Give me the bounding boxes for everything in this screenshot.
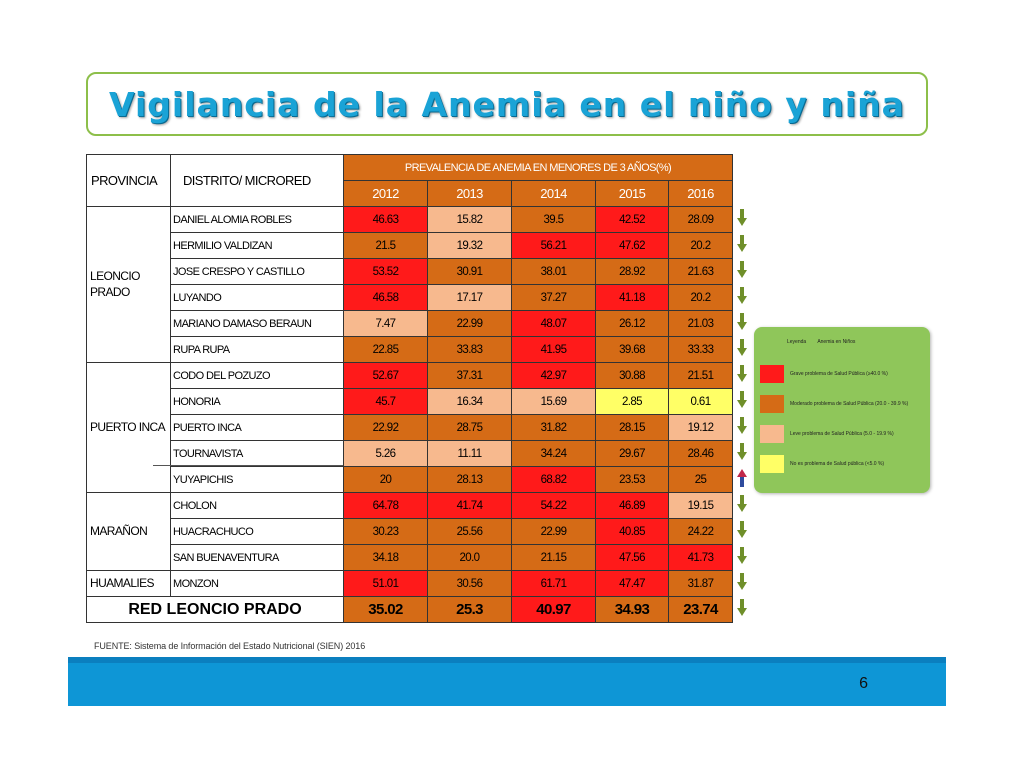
- legend-swatch: [760, 425, 784, 443]
- trend-cell: [733, 285, 751, 311]
- province-cell: LEONCIO PRADO: [87, 207, 171, 363]
- value-cell: 19.15: [669, 493, 733, 519]
- arrow-up-icon: [737, 469, 747, 487]
- anemia-table: [86, 154, 751, 623]
- arrow-down-icon: [737, 287, 747, 305]
- value-cell: 21.03: [669, 311, 733, 337]
- legend-header: [787, 339, 865, 345]
- legend-header-right: Anemia en Niños: [817, 339, 856, 345]
- value-cell: 28.13: [428, 467, 512, 493]
- value-cell: 53.52: [344, 259, 428, 285]
- trend-cell: [733, 207, 751, 233]
- district-cell: RUPA RUPA: [171, 337, 344, 363]
- footer-bar: [68, 657, 946, 706]
- arrow-down-icon: [737, 495, 747, 513]
- header-provincia: PROVINCIA: [87, 155, 171, 207]
- value-cell: 16.34: [428, 389, 512, 415]
- arrow-down-icon: [737, 547, 747, 565]
- value-cell: 30.23: [344, 519, 428, 545]
- trend-cell: [733, 467, 751, 493]
- value-cell: 19.32: [428, 233, 512, 259]
- value-cell: 21.63: [669, 259, 733, 285]
- value-cell: 46.89: [596, 493, 669, 519]
- arrow-down-icon: [737, 365, 747, 383]
- table-row: [87, 545, 751, 571]
- value-cell: 22.92: [344, 415, 428, 441]
- table-row: [87, 415, 751, 441]
- value-cell: 15.69: [512, 389, 596, 415]
- trend-cell: [733, 493, 751, 519]
- value-cell: 28.15: [596, 415, 669, 441]
- arrow-down-icon: [737, 261, 747, 279]
- legend-item: [760, 423, 894, 445]
- legend-swatch: [760, 395, 784, 413]
- value-cell: 48.07: [512, 311, 596, 337]
- value-cell: 20.0: [428, 545, 512, 571]
- value-cell: 37.27: [512, 285, 596, 311]
- value-cell: 31.82: [512, 415, 596, 441]
- header-year: 2013: [428, 181, 512, 207]
- value-cell: 28.09: [669, 207, 733, 233]
- header-distrito: DISTRITO/ MICRORED: [171, 155, 344, 207]
- value-cell: 23.53: [596, 467, 669, 493]
- value-cell: 34.18: [344, 545, 428, 571]
- district-cell: LUYANDO: [171, 285, 344, 311]
- value-cell: 26.12: [596, 311, 669, 337]
- legend-label: No es problema de Salud pública (<5.0 %): [790, 461, 885, 467]
- table-row: [87, 389, 751, 415]
- value-cell: 20: [344, 467, 428, 493]
- trend-cell: [733, 597, 751, 623]
- value-cell: 47.47: [596, 571, 669, 597]
- arrow-down-icon: [737, 573, 747, 591]
- stray-line: [153, 465, 343, 466]
- value-cell: 56.21: [512, 233, 596, 259]
- trend-cell: [733, 233, 751, 259]
- value-cell: 7.47: [344, 311, 428, 337]
- value-cell: 22.85: [344, 337, 428, 363]
- value-cell: 52.67: [344, 363, 428, 389]
- table-row: [87, 233, 751, 259]
- source-note: FUENTE: Sistema de Información del Estado Nutricional (SIEN) 2016: [94, 641, 366, 651]
- trend-cell: [733, 259, 751, 285]
- value-cell: 21.5: [344, 233, 428, 259]
- province-cell: HUAMALIES: [87, 571, 171, 597]
- value-cell: 2.85: [596, 389, 669, 415]
- value-cell: 46.63: [344, 207, 428, 233]
- value-cell: 25: [669, 467, 733, 493]
- value-cell: 47.56: [596, 545, 669, 571]
- table-body: [87, 207, 751, 623]
- value-cell: 20.2: [669, 285, 733, 311]
- value-cell: 5.26: [344, 441, 428, 467]
- value-cell: 41.18: [596, 285, 669, 311]
- arrow-down-icon: [737, 599, 747, 617]
- value-cell: 46.58: [344, 285, 428, 311]
- value-cell: 45.7: [344, 389, 428, 415]
- legend-header-left: Leyenda: [787, 339, 807, 345]
- trend-cell: [733, 415, 751, 441]
- anemia-table-container: [86, 154, 750, 623]
- value-cell: 28.75: [428, 415, 512, 441]
- total-value-cell: 35.02: [344, 597, 428, 623]
- arrow-down-icon: [737, 417, 747, 435]
- value-cell: 22.99: [428, 311, 512, 337]
- total-row: [87, 597, 751, 623]
- district-cell: HONORIA: [171, 389, 344, 415]
- page-number: 6: [859, 675, 868, 692]
- table-row: [87, 467, 751, 493]
- district-cell: HUACRACHUCO: [171, 519, 344, 545]
- trend-cell: [733, 337, 751, 363]
- header-year: 2016: [669, 181, 733, 207]
- value-cell: 30.56: [428, 571, 512, 597]
- value-cell: 20.2: [669, 233, 733, 259]
- value-cell: 33.83: [428, 337, 512, 363]
- value-cell: 33.33: [669, 337, 733, 363]
- district-cell: TOURNAVISTA: [171, 441, 344, 467]
- legend-label: Moderado problema de Salud Pública (20.0 - 39.9 %): [790, 401, 909, 407]
- arrow-down-icon: [737, 443, 747, 461]
- legend-swatch: [760, 365, 784, 383]
- arrow-down-icon: [737, 313, 747, 331]
- value-cell: 11.11: [428, 441, 512, 467]
- header-year: 2014: [512, 181, 596, 207]
- value-cell: 47.62: [596, 233, 669, 259]
- district-cell: DANIEL ALOMIA ROBLES: [171, 207, 344, 233]
- table-row: [87, 493, 751, 519]
- trend-cell: [733, 441, 751, 467]
- table-row: [87, 519, 751, 545]
- header-trend-blank: [733, 155, 751, 207]
- trend-cell: [733, 545, 751, 571]
- arrow-down-icon: [737, 521, 747, 539]
- legend-item: [760, 453, 884, 475]
- value-cell: 22.99: [512, 519, 596, 545]
- total-value-cell: 40.97: [512, 597, 596, 623]
- district-cell: CODO DEL POZUZO: [171, 363, 344, 389]
- value-cell: 42.52: [596, 207, 669, 233]
- header-year: 2015: [596, 181, 669, 207]
- arrow-down-icon: [737, 339, 747, 357]
- legend-item: [760, 363, 888, 385]
- value-cell: 40.85: [596, 519, 669, 545]
- total-value-cell: 23.74: [669, 597, 733, 623]
- value-cell: 54.22: [512, 493, 596, 519]
- trend-cell: [733, 389, 751, 415]
- value-cell: 42.97: [512, 363, 596, 389]
- value-cell: 51.01: [344, 571, 428, 597]
- value-cell: 28.46: [669, 441, 733, 467]
- value-cell: 19.12: [669, 415, 733, 441]
- legend-panel: [754, 327, 930, 493]
- title-box: [86, 72, 928, 136]
- table-row: [87, 363, 751, 389]
- value-cell: 30.88: [596, 363, 669, 389]
- value-cell: 15.82: [428, 207, 512, 233]
- value-cell: 38.01: [512, 259, 596, 285]
- district-cell: YUYAPICHIS: [171, 467, 344, 493]
- table-row: [87, 285, 751, 311]
- value-cell: 39.5: [512, 207, 596, 233]
- value-cell: 41.73: [669, 545, 733, 571]
- legend-swatch: [760, 455, 784, 473]
- slide-title: Vigilancia de la Anemia en el niño y niña: [109, 84, 905, 124]
- value-cell: 24.22: [669, 519, 733, 545]
- province-cell: PUERTO INCA: [87, 363, 171, 493]
- value-cell: 31.87: [669, 571, 733, 597]
- value-cell: 39.68: [596, 337, 669, 363]
- district-cell: PUERTO INCA: [171, 415, 344, 441]
- table-row: [87, 337, 751, 363]
- province-cell: MARAÑON: [87, 493, 171, 571]
- arrow-down-icon: [737, 209, 747, 227]
- table-row: [87, 207, 751, 233]
- legend-label: Leve problema de Salud Pública (5.0 - 19.9 %): [790, 431, 894, 437]
- district-cell: MONZON: [171, 571, 344, 597]
- header-year: 2012: [344, 181, 428, 207]
- value-cell: 25.56: [428, 519, 512, 545]
- district-cell: SAN BUENAVENTURA: [171, 545, 344, 571]
- table-row: [87, 571, 751, 597]
- value-cell: 61.71: [512, 571, 596, 597]
- value-cell: 41.95: [512, 337, 596, 363]
- legend-item: [760, 393, 908, 415]
- value-cell: 21.15: [512, 545, 596, 571]
- value-cell: 28.92: [596, 259, 669, 285]
- legend-label: Grave problema de Salud Pública (≥40.0 %): [790, 371, 888, 377]
- arrow-down-icon: [737, 391, 747, 409]
- value-cell: 21.51: [669, 363, 733, 389]
- trend-cell: [733, 311, 751, 337]
- total-label: RED LEONCIO PRADO: [87, 597, 344, 623]
- trend-cell: [733, 519, 751, 545]
- district-cell: JOSE CRESPO Y CASTILLO: [171, 259, 344, 285]
- trend-cell: [733, 363, 751, 389]
- trend-cell: [733, 571, 751, 597]
- district-cell: MARIANO DAMASO BERAUN: [171, 311, 344, 337]
- table-row: [87, 441, 751, 467]
- header-prevalencia: PREVALENCIA DE ANEMIA EN MENORES DE 3 AÑOS(%): [344, 155, 733, 181]
- table-row: [87, 311, 751, 337]
- total-value-cell: 25.3: [428, 597, 512, 623]
- total-value-cell: 34.93: [596, 597, 669, 623]
- value-cell: 29.67: [596, 441, 669, 467]
- value-cell: 0.61: [669, 389, 733, 415]
- value-cell: 30.91: [428, 259, 512, 285]
- arrow-down-icon: [737, 235, 747, 253]
- district-cell: CHOLON: [171, 493, 344, 519]
- value-cell: 17.17: [428, 285, 512, 311]
- value-cell: 41.74: [428, 493, 512, 519]
- table-row: [87, 259, 751, 285]
- value-cell: 64.78: [344, 493, 428, 519]
- value-cell: 68.82: [512, 467, 596, 493]
- value-cell: 37.31: [428, 363, 512, 389]
- district-cell: HERMILIO VALDIZAN: [171, 233, 344, 259]
- value-cell: 34.24: [512, 441, 596, 467]
